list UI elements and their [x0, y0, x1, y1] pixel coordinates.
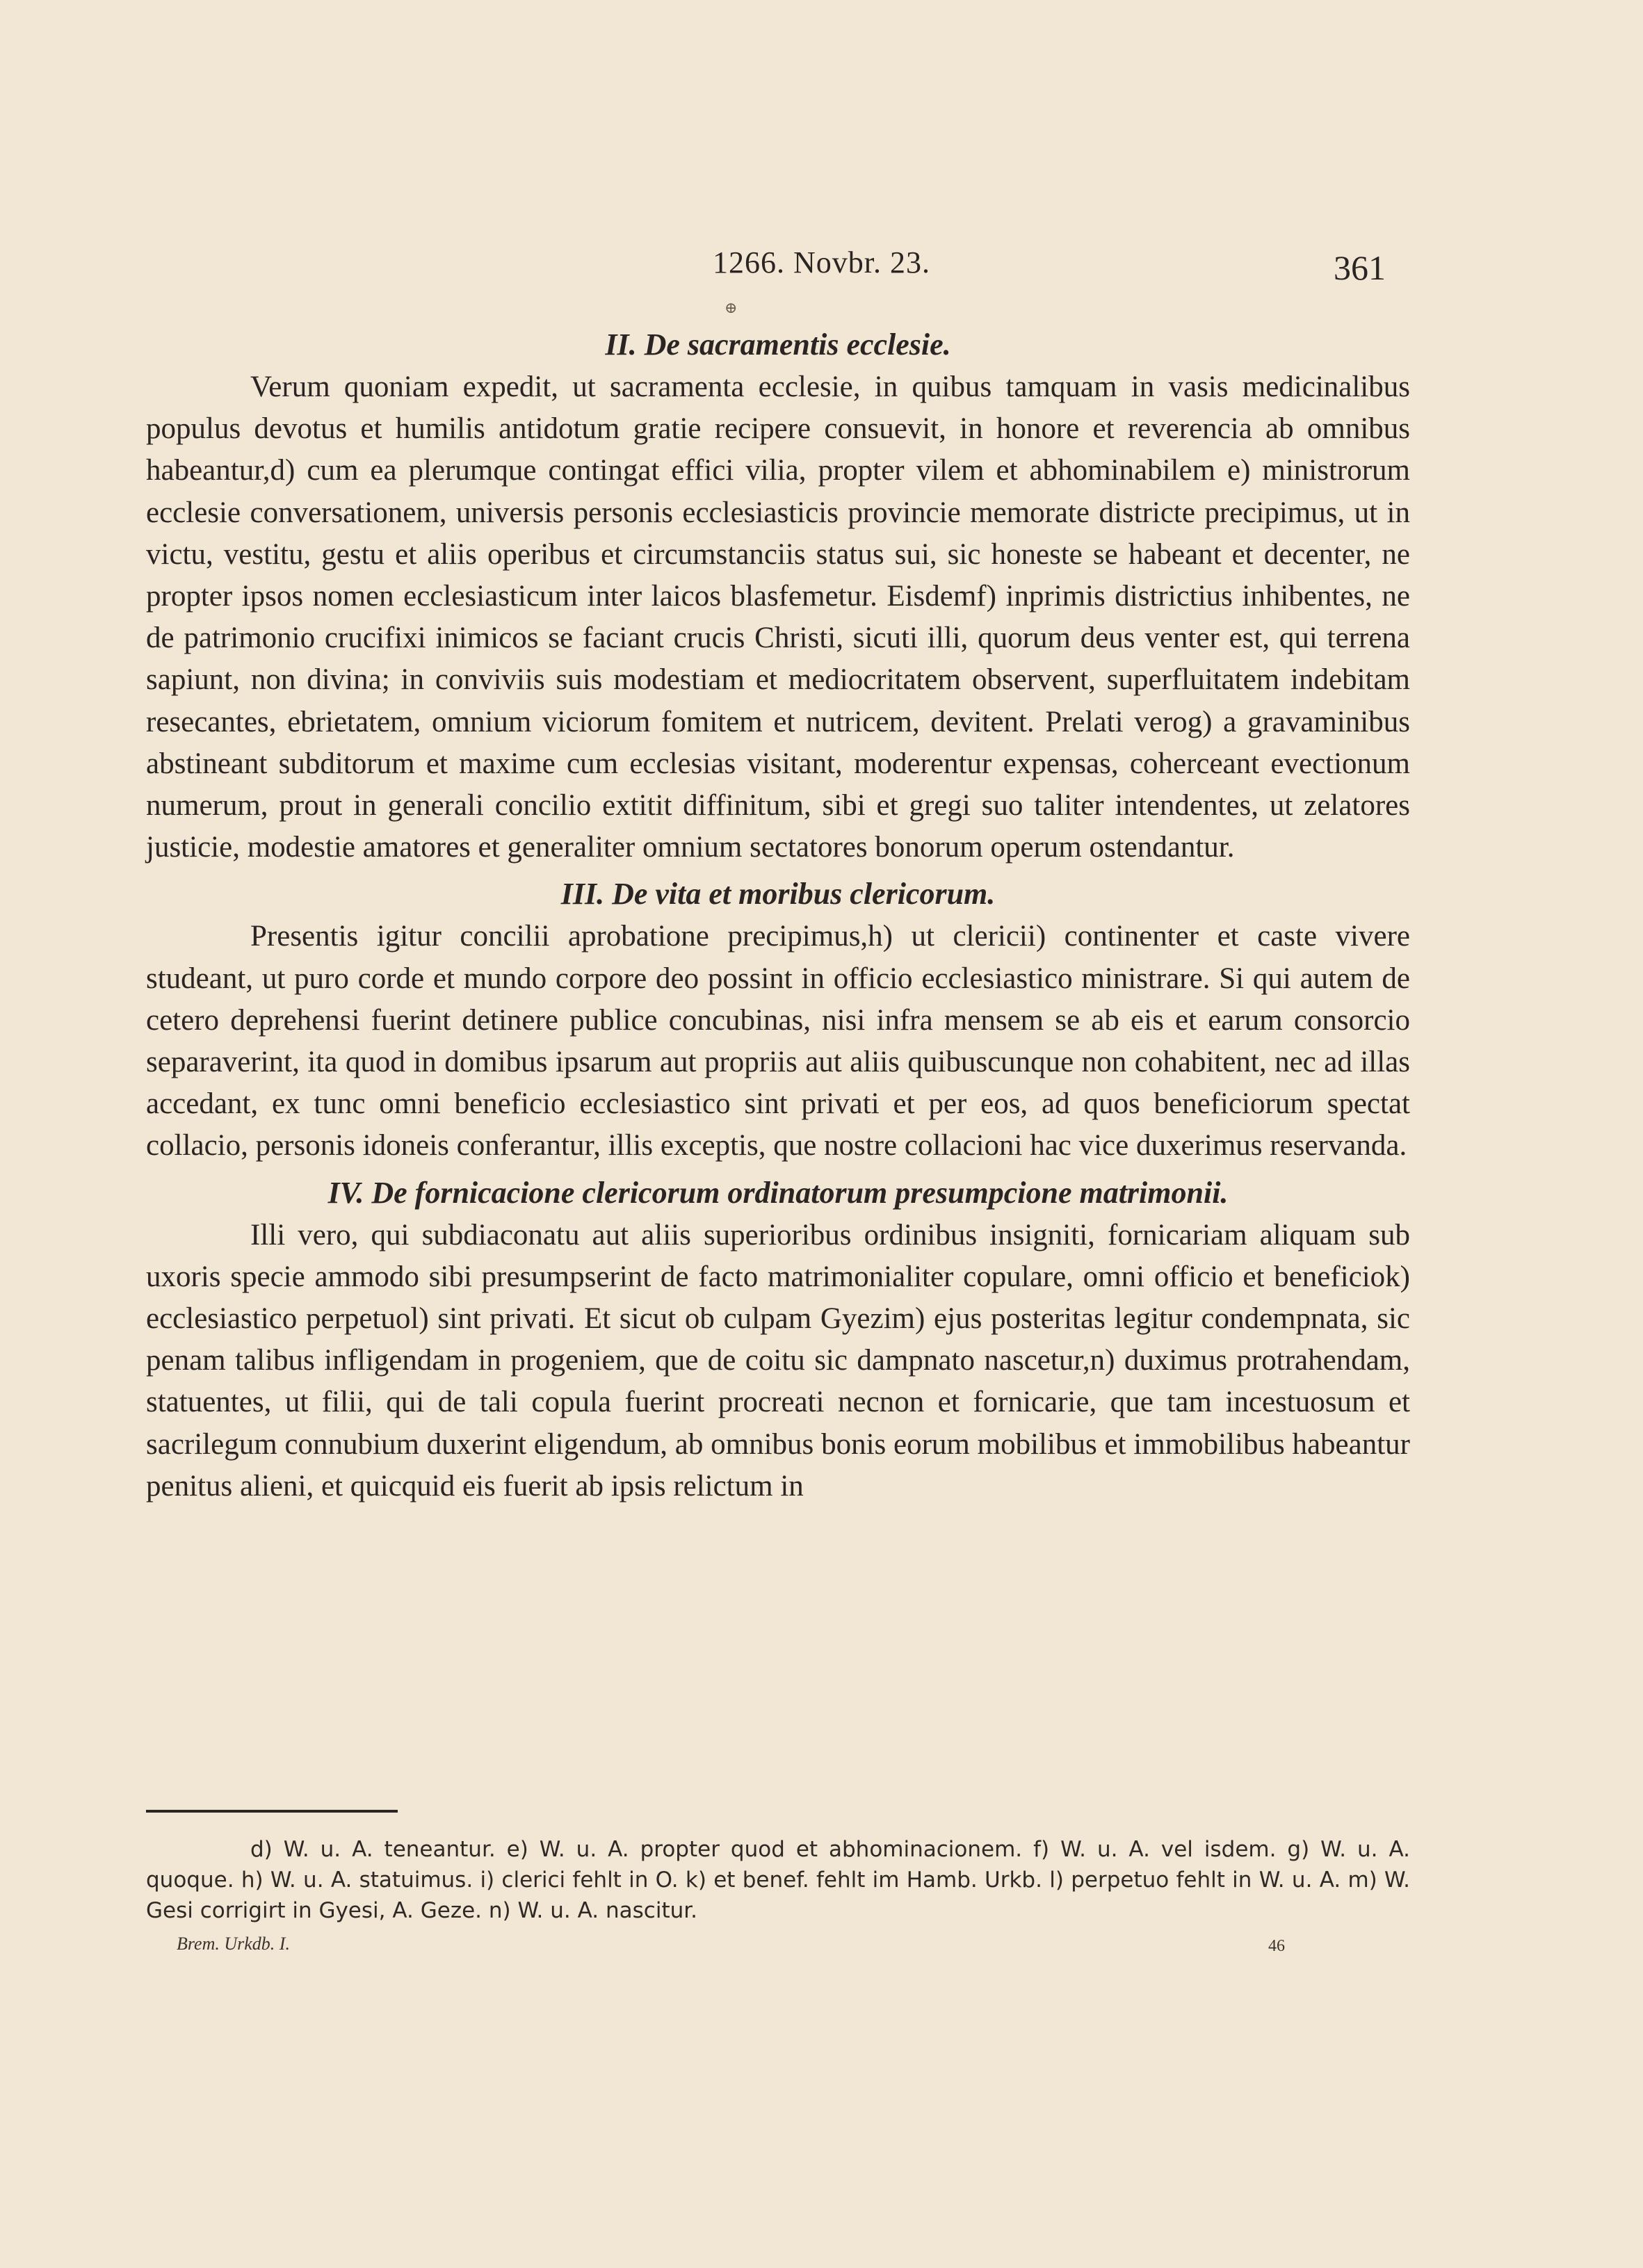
running-title: 1266. Novbr. 23. [713, 245, 930, 280]
section-heading-ii: II. De sacramentis ecclesie. [605, 327, 951, 362]
sheet-number: 46 [1268, 1937, 1285, 1955]
section-body-iii: Presentis igitur concilii aprobatione precipimus,h) ut clericii) continenter et caste vivere studeant, ut puro corde et mundo corpore deo possint in officio ecclesiastico ministrare. Si qui autem de cetero deprehensi fuerint detinere publice concubinas, nisi infra mensem se ab eis et earum consorcio separaverint, ita quod in domibus ipsarum aut propriis aut aliis quibuscunque non cohabitent, nec ad illas accedant, ex tunc omni beneficio ecclesiastico sint privati et per eos, ad quos beneficiorum spectat collacio, personis idoneis conferantur, illis exceptis, que nostre collacioni hac vice duxerimus reservanda. [146, 920, 1410, 1163]
section-heading-iv: IV. De fornicacione clericorum ordinatorum presumpcione matrimonii. [327, 1175, 1229, 1210]
signature-mark: Brem. Urkdb. I. [177, 1934, 290, 1954]
footnote-rule [146, 1810, 398, 1813]
printer-mark: ⊕ [725, 299, 738, 316]
section-body-ii: Verum quoniam expedit, ut sacramenta ecclesie, in quibus tamquam in vasis medicinalibus populus devotus et humilis antidotum gratie recipere consuevit, in honore et reverencia ab omnibus habeantur,d) cum ea plerumque contingat effici vilia, propter vilem et abhominabilem e) ministrorum ecclesie conversationem, universis personis ecclesiasticis provincie memorate districte precipimus, ut in victu, vestitu, gestu et aliis operibus et circumstanciis status sui, sic honeste se habeant et decenter, ne propter ipsos nomen ecclesiasticum inter laicos blasfemetur. Eisdemf) inprimis districtius inhibentes, ne de patrimonio crucifixi inimicos se faciant crucis Christi, sicuti illi, quorum deus venter est, qui terrena sapiunt, non divina; in conviviis suis modestiam et mediocritatem observent, superfluitatem indebitam resecantes, ebrietatem, omnium viciorum fomitem et nutricem, devitent. Prelati verog) a gravaminibus abstineant subditorum et maxime cum ecclesias visitant, moderentur expensas, coherceant evectionum numerum, prout in generali concilio extitit diffinitum, sibi et gregi suo taliter intendentes, ut zelatores justicie, modestie amatores et generaliter omnium sectatores bonorum operum ostendantur. [146, 371, 1410, 864]
footnote-text: d) W. u. A. teneantur. e) W. u. A. propter quod et abhominacionem. f) W. u. A. vel isdem. g) W. u. A. quoque. h) W. u. A. statuimus. i) clerici fehlt in O. k) et benef. fehlt im Hamb. Urkb. l) perpetuo fehlt in W. u. A. m) W. Gesi corrigirt in Gyesi, A. Geze. n) W. u. A. nascitur. [146, 1837, 1410, 1923]
main-text [146, 323, 1410, 1510]
page-number: 361 [1334, 248, 1386, 287]
section-heading-iii: III. De vita et moribus clericorum. [560, 877, 996, 912]
running-header [0, 245, 1643, 286]
footnotes [146, 1834, 1410, 1926]
section-body-iv: Illi vero, qui subdiaconatu aut aliis superioribus ordinibus insigniti, fornicariam aliquam sub uxoris specie ammodo sibi presumpserint de facto matrimonialiter copulare, omni officio et beneficiok) ecclesiastico perpetuol) sint privati. Et sicut ob culpam Gyezim) ejus posteritas legitur condempnata, sic penam talibus infligendam in progeniem, que de coitu sic dampnato nascetur,n) duximus protrahendam, statuentes, ut filii, qui de tali copula fuerint procreati necnon et fornicarie, que tam incestuosum et sacrilegum connubium duxerint eligendum, ab omnibus bonis eorum mobilibus et immobilibus habeantur penitus alieni, et quicquid eis fuerit ab ipsis relictum in [146, 1218, 1410, 1502]
